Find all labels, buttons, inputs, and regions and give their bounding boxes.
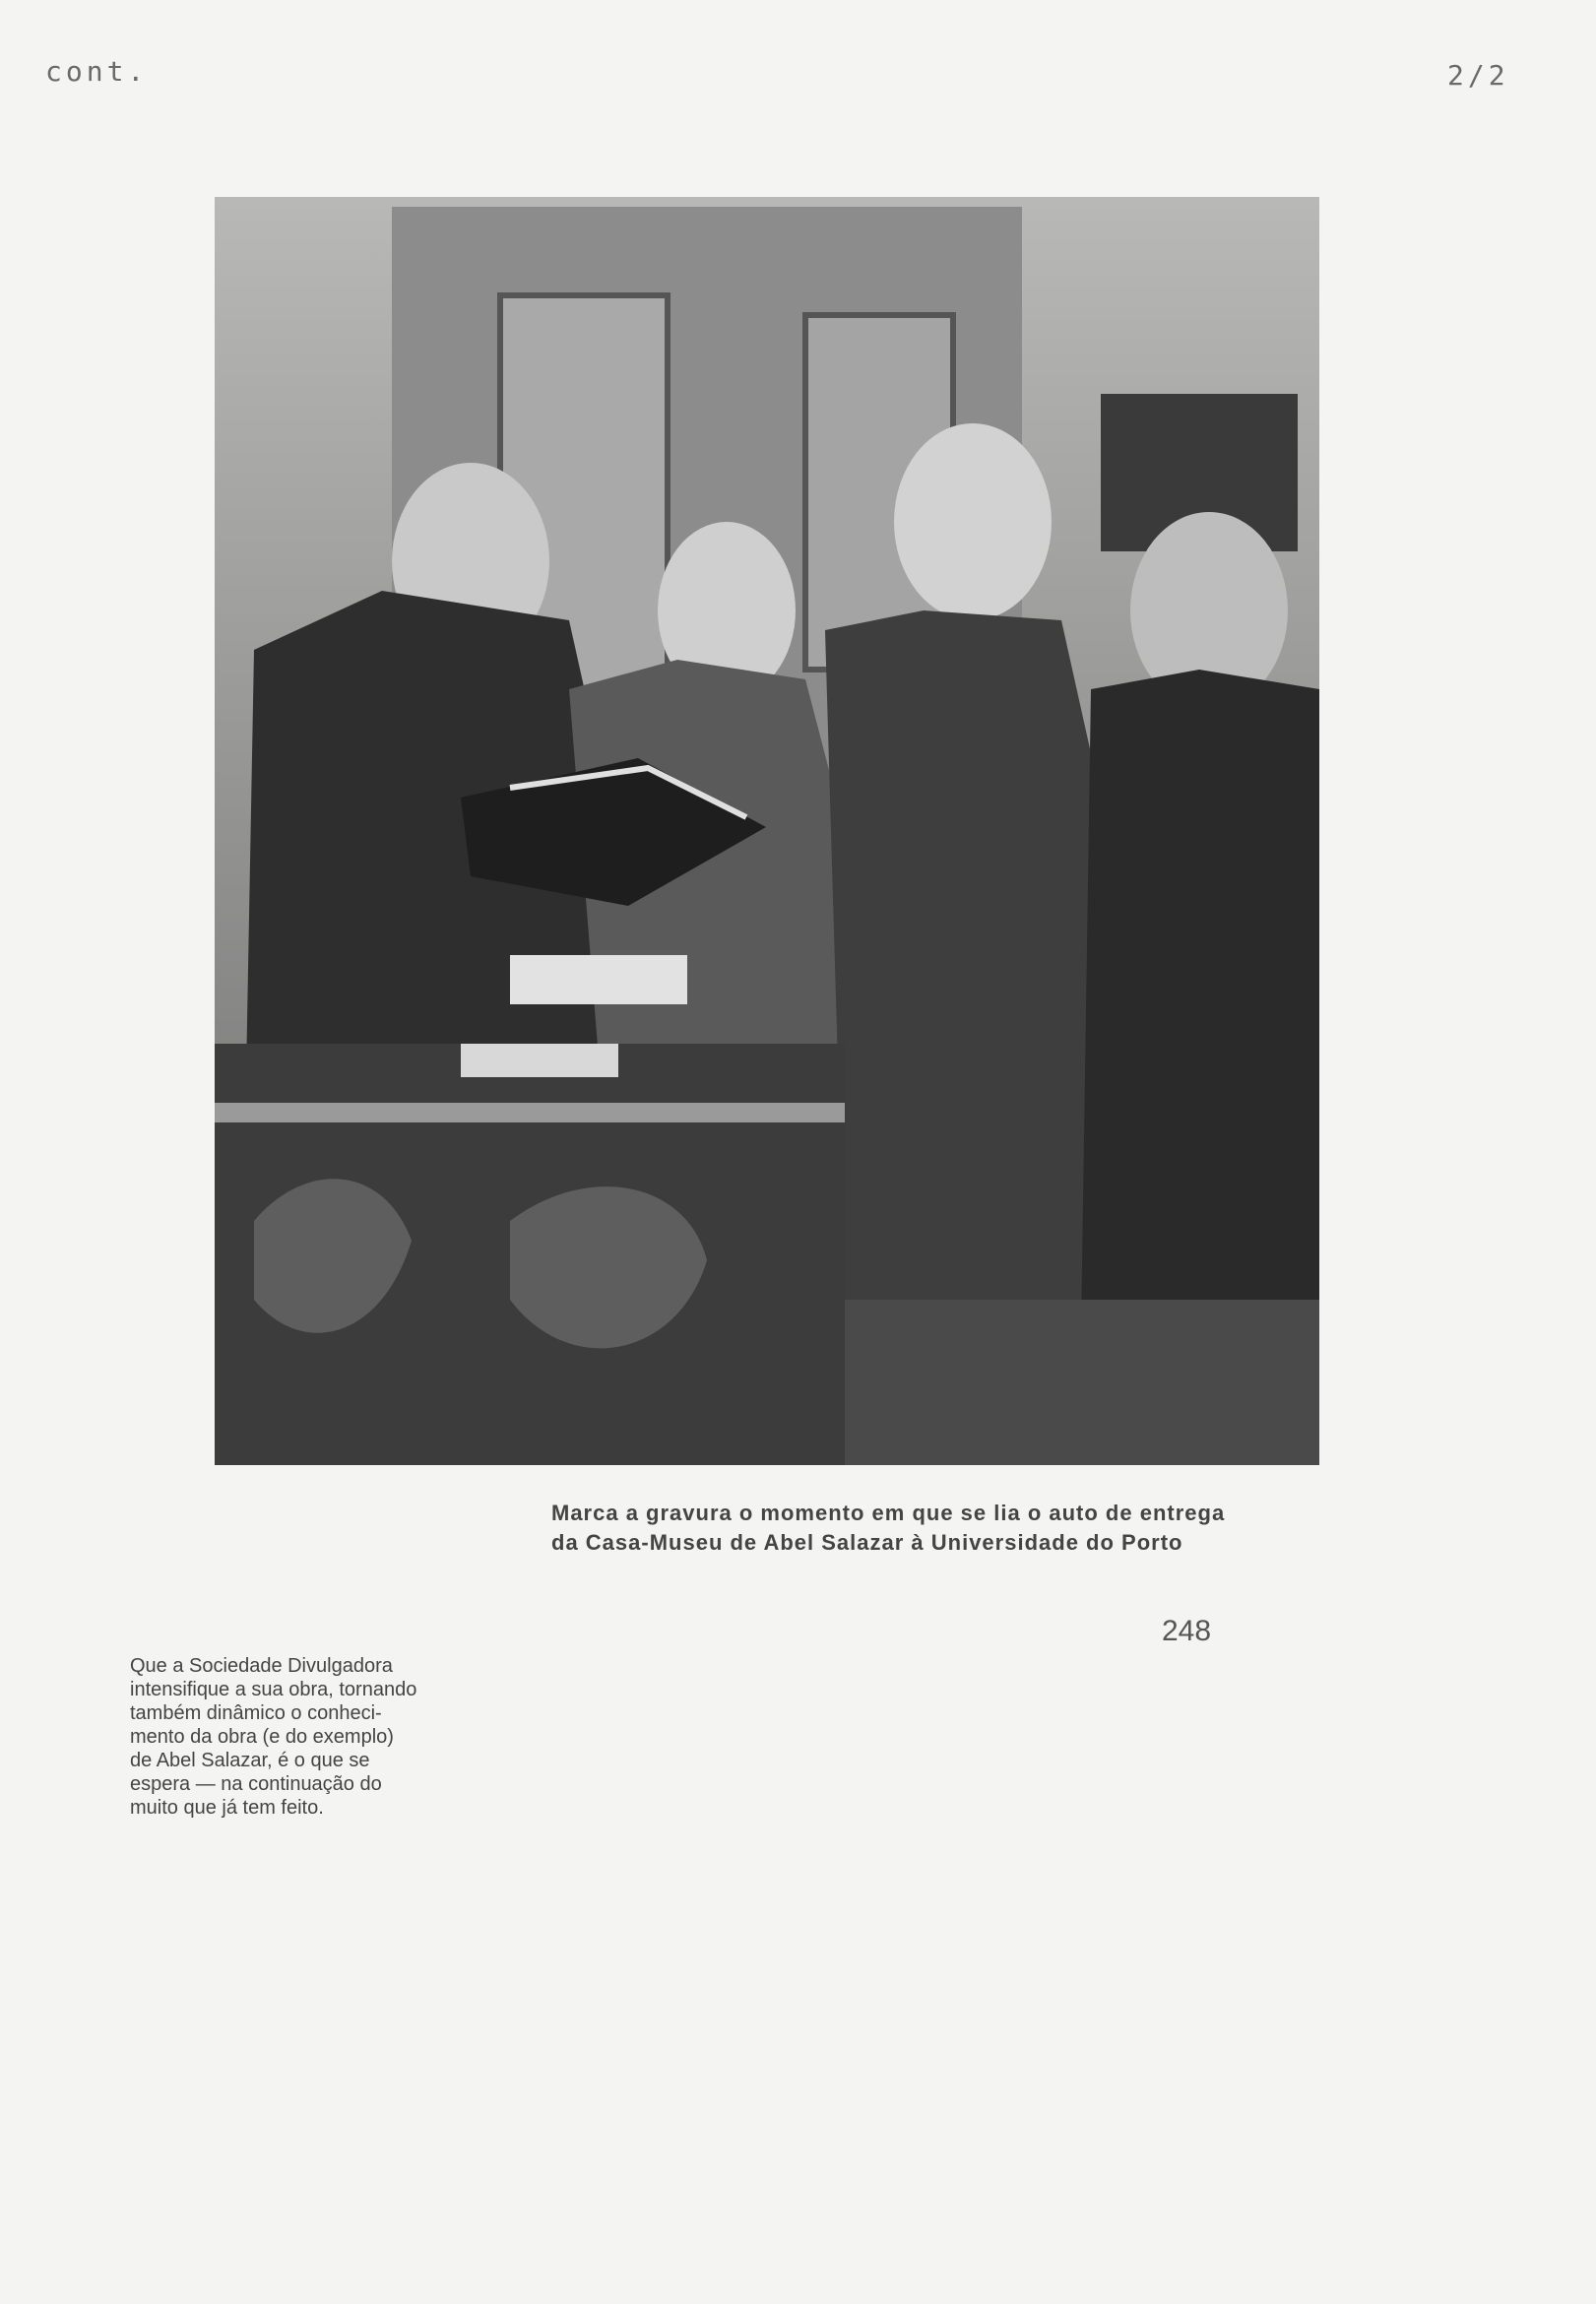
continuation-label: cont. [45, 55, 149, 88]
article-line: de Abel Salazar, é o que se [130, 1750, 370, 1771]
photo-caption [551, 1499, 1319, 1558]
photograph-illustration [215, 197, 1319, 1465]
article-line: mento da obra (e do exemplo) [130, 1726, 394, 1748]
page-count-label: 2/2 [1447, 59, 1509, 92]
article-line: Que a Sociedade Divulgadora [130, 1655, 393, 1677]
photo-caption-line: Marca a gravura o momento em que se lia o auto de entrega [551, 1501, 1226, 1525]
article-line: muito que já tem feito. [130, 1797, 324, 1819]
article-paragraph [130, 1654, 477, 1820]
newspaper-photograph [215, 197, 1319, 1465]
photo-caption-line: da Casa-Museu de Abel Salazar à Universidade do Porto [551, 1530, 1183, 1555]
article-line: intensifique a sua obra, tornando [130, 1679, 417, 1700]
page-number: 248 [1162, 1615, 1212, 1647]
article-line: espera — na continuação do [130, 1773, 382, 1795]
article-line: também dinâmico o conheci- [130, 1702, 382, 1724]
